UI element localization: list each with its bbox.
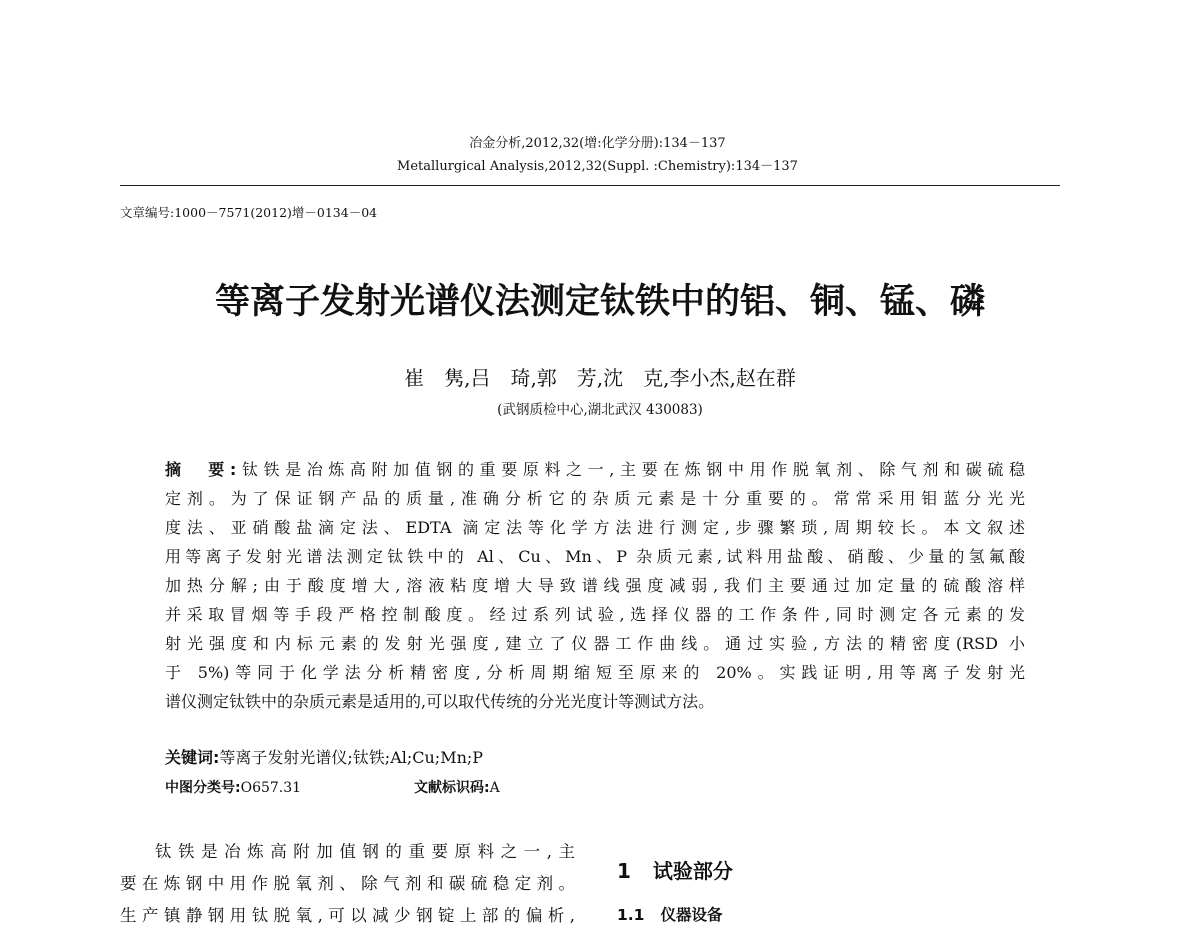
abstract-line: 加热分解;由于酸度增大,溶液粘度增大导致谱线强度减弱,我们主要通过加定量的硫酸溶样 bbox=[165, 576, 1025, 595]
abstract-line: 并采取冒烟等手段严格控制酸度。经过系列试验,选择仪器的工作条件,同时测定各元素的发 bbox=[165, 605, 1025, 624]
abstract-line: 谱仪测定钛铁中的杂质元素是适用的,可以取代传统的分光光度计等测试方法。 bbox=[165, 692, 715, 711]
abstract-line: 定剂。为了保证钢产品的质量,准确分析它的杂质元素是十分重要的。常常采用钼蓝分光光 bbox=[165, 489, 1025, 508]
header-rule bbox=[120, 185, 1060, 186]
abstract-line: 度法、亚硝酸盐滴定法、EDTA 滴定法等化学方法进行测定,步骤繁琐,周期较长。本文叙述 bbox=[165, 518, 1025, 537]
body-paragraph-line: 钛铁是冶炼高附加值钢的重要原料之一,主 bbox=[155, 842, 575, 861]
journal-citation-en: Metallurgical Analysis,2012,32(Suppl. :Chemistry):134－137 bbox=[397, 159, 798, 174]
subsection-heading: 1.1 仪器设备 bbox=[617, 906, 723, 924]
abstract-line: 射光强度和内标元素的发射光强度,建立了仪器工作曲线。通过实验,方法的精密度(RSD 小 bbox=[165, 634, 1025, 653]
abstract-line: 摘 要:钛铁是冶炼高附加值钢的重要原料之一,主要在炼钢中用作脱氧剂、除气剂和碳硫稳 bbox=[165, 460, 1025, 479]
classification-number: 中图分类号:O657.31 bbox=[165, 780, 302, 796]
body-paragraph-line: 要在炼钢中用作脱氧剂、除气剂和碳硫稳定剂。 bbox=[120, 874, 575, 893]
article-number: 文章编号:1000－7571(2012)增－0134－04 bbox=[120, 205, 378, 220]
authors: 崔 隽,吕 琦,郭 芳,沈 克,李小杰,赵在群 bbox=[404, 366, 796, 390]
journal-citation-cn: 冶金分析,2012,32(增:化学分册):134－137 bbox=[469, 136, 726, 151]
affiliation: (武钢质检中心,湖北武汉 430083) bbox=[497, 402, 703, 418]
abstract-line: 用等离子发射光谱法测定钛铁中的 Al、Cu、Mn、P 杂质元素,试料用盐酸、硝酸、少量的氢氟酸 bbox=[165, 547, 1025, 566]
document-code: 文献标识码:A bbox=[414, 780, 500, 796]
abstract-label: 摘 要: bbox=[165, 460, 237, 479]
keywords: 关键词:等离子发射光谱仪;钛铁;Al;Cu;Mn;P bbox=[165, 748, 484, 767]
section-heading: 1 试验部分 bbox=[617, 859, 733, 883]
body-paragraph-line: 生产镇静钢用钛脱氧,可以减少钢锭上部的偏析, bbox=[120, 906, 575, 925]
paper-title: 等离子发射光谱仪法测定钛铁中的铝、铜、锰、磷 bbox=[214, 282, 985, 322]
abstract-line: 于 5%)等同于化学法分析精密度,分析周期缩短至原来的 20%。实践证明,用等离子发射光 bbox=[165, 663, 1025, 682]
